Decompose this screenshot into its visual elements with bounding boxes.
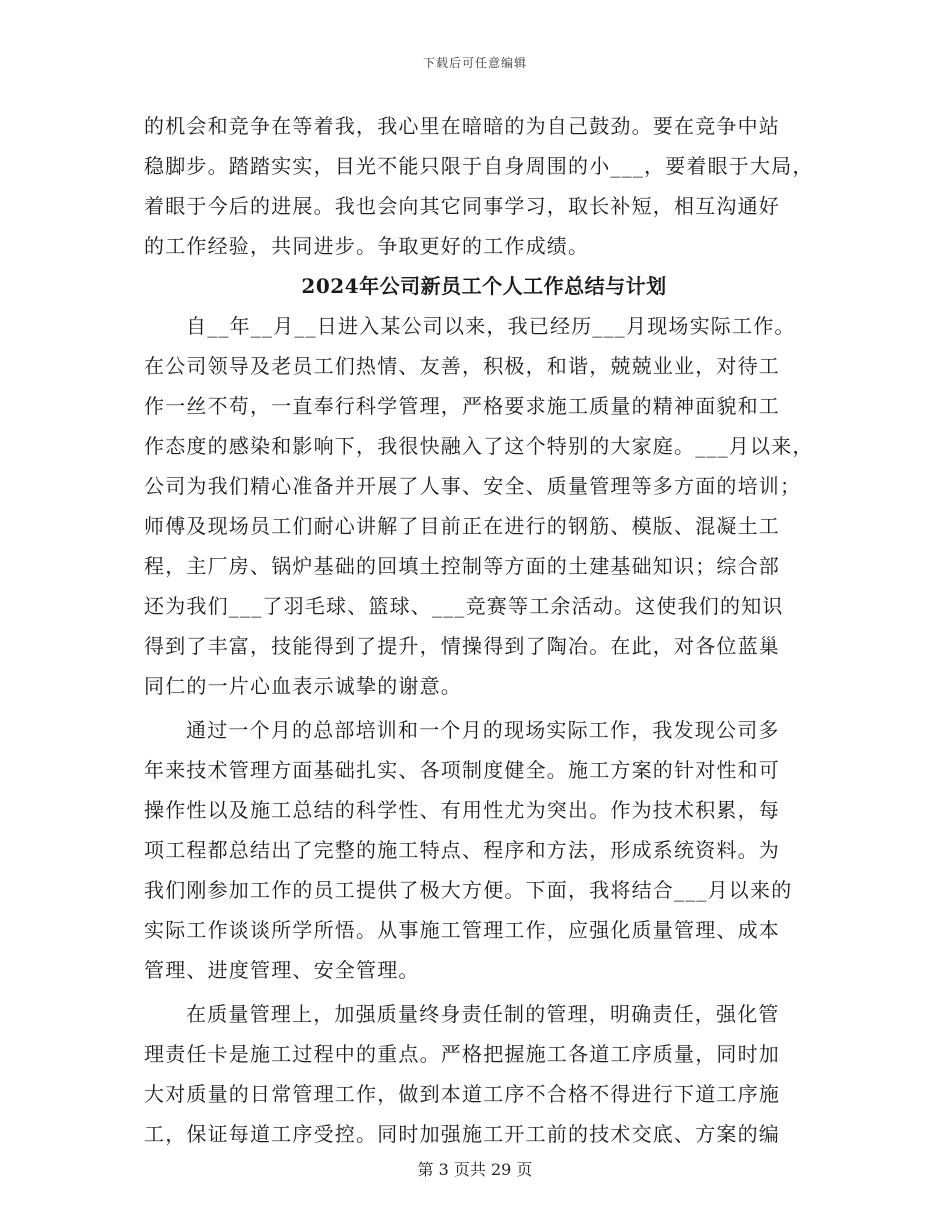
text-line: 的机会和竞争在等着我，我心里在暗暗的为自己鼓劲。要在竞争中站 bbox=[144, 114, 780, 138]
text-line: 程，主厂房、锅炉基础的回填土控制等方面的土建基础知识；综合部 bbox=[144, 554, 780, 578]
text-line: 同仁的一片心血表示诚挚的谢意。 bbox=[144, 674, 462, 698]
text-line: 通过一个月的总部培训和一个月的现场实际工作，我发现公司多 bbox=[186, 718, 780, 742]
text-line: 实际工作谈谈所学所悟。从事施工管理工作，应强化质量管理、成本 bbox=[144, 918, 780, 942]
text-line: 公司为我们精心准备并开展了人事、安全、质量管理等多方面的培训； bbox=[144, 474, 802, 498]
text-line: 我们刚参加工作的员工提供了极大方便。下面，我将结合___月以来的 bbox=[144, 878, 793, 902]
paragraph-continuation bbox=[144, 106, 824, 266]
paragraph-intro bbox=[144, 306, 824, 706]
text-line: 在质量管理上，加强质量终身责任制的管理，明确责任，强化管 bbox=[186, 1002, 780, 1026]
page-header: 下载后可任意编辑 bbox=[422, 56, 527, 70]
paragraph-training bbox=[144, 710, 824, 990]
text-line: 师傅及现场员工们耐心讲解了目前正在进行的钢筋、模版、混凝土工 bbox=[144, 514, 780, 538]
section-title: 2024年公司新员工个人工作总结与计划 bbox=[301, 274, 667, 298]
text-line: 还为我们___了羽毛球、篮球、___竞赛等工余活动。这使我们的知识 bbox=[144, 594, 784, 618]
text-line: 自__年__月__日进入某公司以来，我已经历___月现场实际工作。 bbox=[186, 314, 796, 338]
text-line: 大对质量的日常管理工作，做到本道工序不合格不得进行下道工序施 bbox=[144, 1082, 780, 1106]
text-line: 的工作经验，共同进步。争取更好的工作成绩。 bbox=[144, 234, 590, 258]
text-line: 作一丝不苟，一直奉行科学管理，严格要求施工质量的精神面貌和工 bbox=[144, 394, 780, 418]
paragraph-quality bbox=[144, 994, 824, 1154]
text-line: 年来技术管理方面基础扎实、各项制度健全。施工方案的针对性和可 bbox=[144, 758, 780, 782]
text-line: 着眼于今后的进展。我也会向其它同事学习，取长补短，相互沟通好 bbox=[144, 194, 780, 218]
text-line: 操作性以及施工总结的科学性、有用性尤为突出。作为技术积累，每 bbox=[144, 798, 780, 822]
document-body bbox=[144, 106, 824, 1154]
text-line: 得到了丰富，技能得到了提升，情操得到了陶冶。在此，对各位蓝巢 bbox=[144, 634, 780, 658]
text-line: 在公司领导及老员工们热情、友善，积极，和谐，兢兢业业，对待工 bbox=[144, 354, 780, 378]
text-line: 作态度的感染和影响下，我很快融入了这个特别的大家庭。___月以来， bbox=[144, 434, 814, 458]
text-line: 工，保证每道工序受控。同时加强施工开工前的技术交底、方案的编 bbox=[144, 1122, 780, 1146]
page-footer: 第 3 页共 29 页 bbox=[417, 1160, 533, 1179]
text-line: 管理、进度管理、安全管理。 bbox=[144, 958, 420, 982]
text-line: 理责任卡是施工过程中的重点。严格把握施工各道工序质量，同时加 bbox=[144, 1042, 780, 1066]
text-line: 稳脚步。踏踏实实，目光不能只限于自身周围的小___，要着眼于大局， bbox=[144, 154, 814, 178]
text-line: 项工程都总结出了完整的施工特点、程序和方法，形成系统资料。为 bbox=[144, 838, 780, 862]
